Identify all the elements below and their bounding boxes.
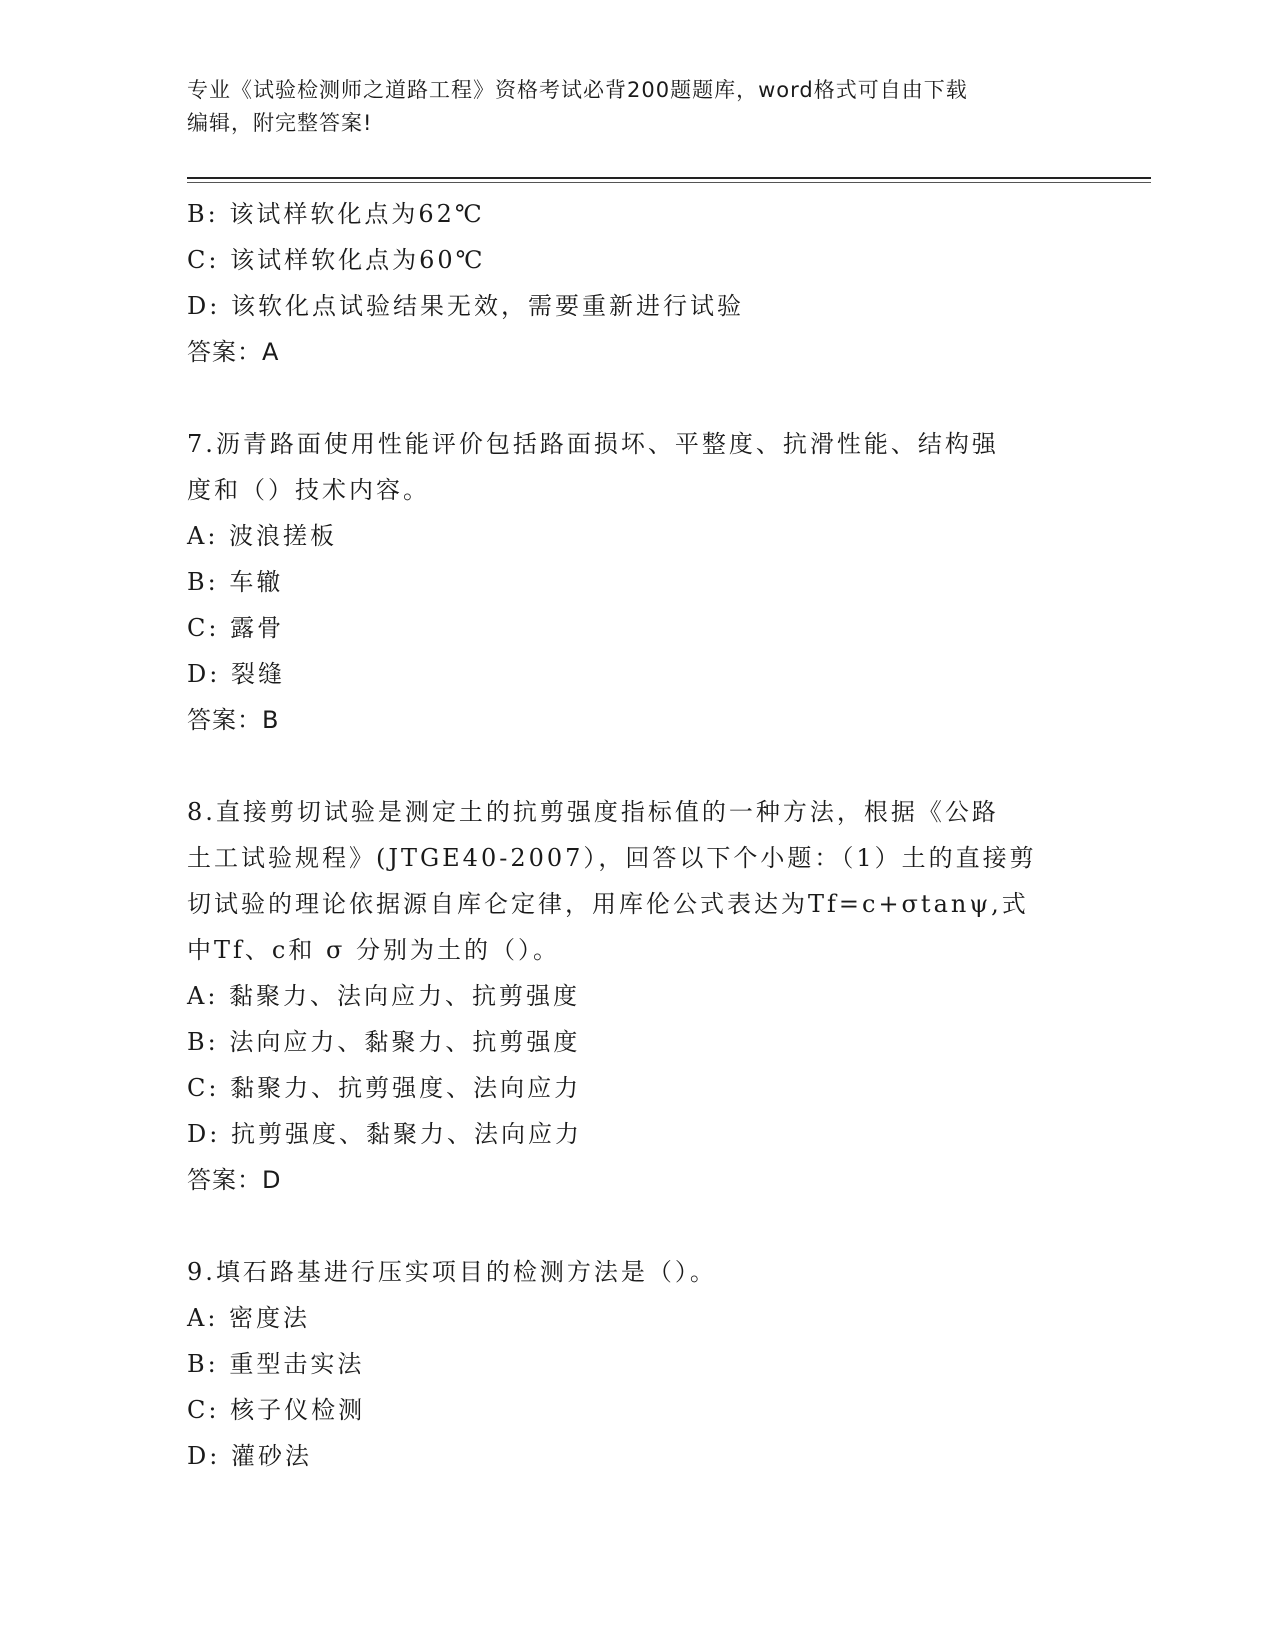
option-a: A: 密度法 xyxy=(187,1304,311,1332)
question-stem-line: 中Tf、c和 σ 分别为土的（）。 xyxy=(187,936,560,964)
option-d: D: 抗剪强度、黏聚力、法向应力 xyxy=(187,1120,582,1148)
option-b: B: 该试样软化点为62℃ xyxy=(187,200,485,228)
option-d: D: 该软化点试验结果无效，需要重新进行试验 xyxy=(187,292,744,320)
option-c: C: 黏聚力、抗剪强度、法向应力 xyxy=(187,1074,582,1102)
answer: 答案：A xyxy=(187,338,280,366)
question-8 xyxy=(187,789,1087,1203)
question-9 xyxy=(187,1249,1087,1479)
question-stem-line: 9.填石路基进行压实项目的检测方法是（）。 xyxy=(187,1258,717,1286)
option-b: B: 车辙 xyxy=(187,568,284,596)
document-header xyxy=(187,74,1087,140)
question-stem-line: 切试验的理论依据源自库仑定律，用库伦公式表达为Tf=c+σtanψ,式 xyxy=(187,890,1029,918)
option-d: D: 裂缝 xyxy=(187,660,285,688)
option-c: C: 露骨 xyxy=(187,614,285,642)
question-6 xyxy=(187,191,1087,375)
spacer xyxy=(187,743,1087,789)
question-7 xyxy=(187,421,1087,743)
answer: 答案：B xyxy=(187,706,280,734)
spacer xyxy=(187,375,1087,421)
option-d: D: 灌砂法 xyxy=(187,1442,312,1470)
option-b: B: 重型击实法 xyxy=(187,1350,365,1378)
answer: 答案：D xyxy=(187,1166,282,1194)
option-a: A: 波浪搓板 xyxy=(187,522,338,550)
header-divider-thin xyxy=(187,182,1151,183)
header-title-line-2: 编辑，附完整答案! xyxy=(187,111,373,135)
question-stem-line: 土工试验规程》(JTGE40-2007），回答以下个小题：（1）土的直接剪 xyxy=(187,844,1037,872)
option-c: C: 该试样软化点为60℃ xyxy=(187,246,486,274)
question-list xyxy=(187,191,1087,1479)
header-title-line-1: 专业《试验检测师之道路工程》资格考试必背200题题库，word格式可自由下载 xyxy=(187,78,968,102)
option-c: C: 核子仪检测 xyxy=(187,1396,366,1424)
question-stem-line: 7.沥青路面使用性能评价包括路面损坏、平整度、抗滑性能、结构强 xyxy=(187,430,999,458)
spacer xyxy=(187,1203,1087,1249)
option-a: A: 黏聚力、法向应力、抗剪强度 xyxy=(187,982,581,1010)
option-b: B: 法向应力、黏聚力、抗剪强度 xyxy=(187,1028,581,1056)
header-divider-thick xyxy=(187,177,1151,179)
question-stem-line: 8.直接剪切试验是测定土的抗剪强度指标值的一种方法，根据《公路 xyxy=(187,798,999,826)
question-stem-line: 度和（）技术内容。 xyxy=(187,476,430,504)
